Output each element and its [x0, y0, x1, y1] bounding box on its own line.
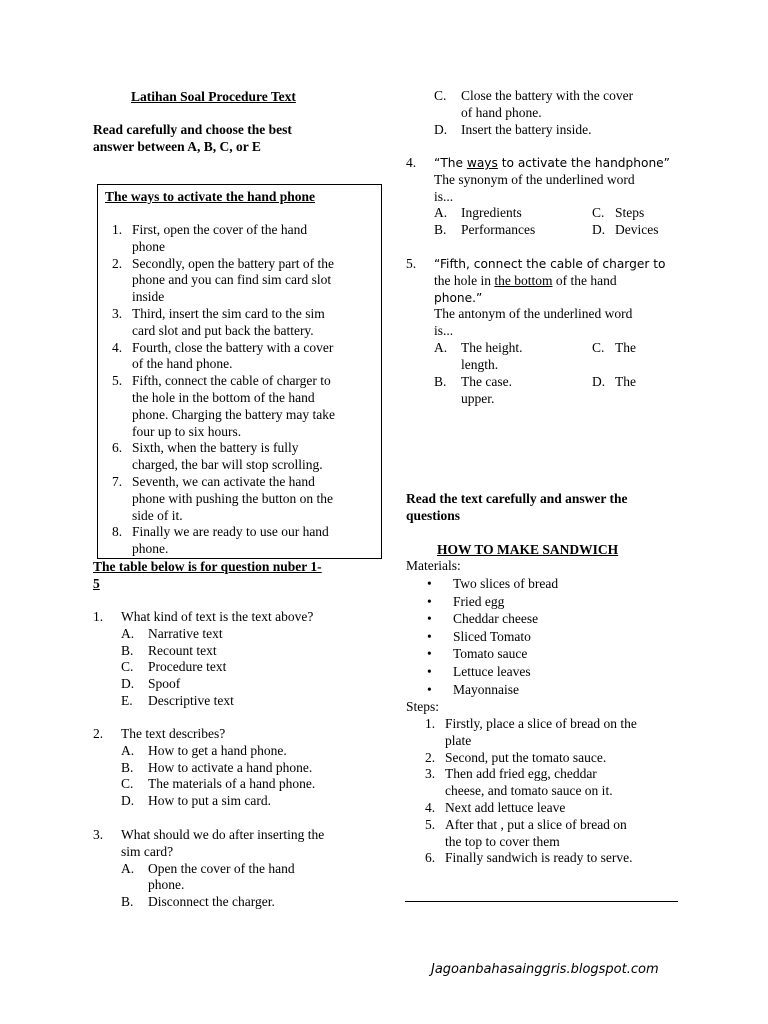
question-1-options	[93, 626, 393, 710]
question-option: C. The materials of a hand phone.	[121, 776, 316, 792]
table-note: The table below is for question nuber 1- 5	[93, 559, 322, 591]
reading-step: 6. Sixth, when the battery is fully charged, the bar will stop scrolling.	[112, 440, 323, 473]
sandwich-step: 4. Next add lettuce leave	[425, 799, 566, 815]
bullet-icon: •	[427, 611, 432, 627]
material-item: • Sliced Tomato	[427, 628, 531, 644]
sandwich-step: 3. Then add fried egg, cheddar cheese, and tomato sauce on it.	[425, 766, 613, 799]
question-option: C. Procedure text	[121, 659, 227, 675]
reading-step: 5. Fifth, connect the cable of charger to the hole in the bottom of the hand phone. Charging the battery may take four up to six hours.	[112, 373, 335, 439]
material-item: • Lettuce leaves	[427, 663, 531, 679]
question-option: B. How to activate a hand phone.	[121, 759, 313, 775]
question-option: A. Narrative text	[121, 625, 223, 641]
reading-step: 7. Seventh, we can activate the hand phone with pushing the button on the side of it.	[112, 473, 333, 523]
materials-list	[407, 576, 687, 699]
question-option: A. How to get a hand phone.	[121, 742, 287, 758]
question-3: 3. What should we do after inserting the sim card? A. Open the cover of the hand phone. B. Disconnect the charger.	[93, 827, 393, 911]
reading-step: 2. Secondly, open the battery part of the phone and you can find sim card slot inside	[112, 255, 334, 305]
material-item: • Cheddar cheese	[427, 611, 539, 627]
question-3-option-b: B. Disconnect the charger.	[121, 894, 275, 910]
bullet-icon: •	[427, 593, 432, 609]
reading-text-steps	[112, 222, 377, 558]
sandwich-steps	[425, 716, 695, 867]
question-2: 2. The text describes? A. How to get a hand phone. B. How to activate a hand phone. C. The materials of a hand phone. D. How to put a sim card.	[93, 726, 393, 810]
question-1: 1. What kind of text is the text above? A. Narrative text B. Recount text C. Procedure text D. Spoof E. Descriptive text	[93, 609, 393, 710]
reading-step: 8. Finally we are ready to use our hand phone.	[112, 524, 329, 557]
material-item: • Tomato sauce	[427, 646, 528, 662]
page-title: Latihan Soal Procedure Text	[131, 89, 296, 104]
sandwich-step: 5. After that , put a slice of bread on the top to cover them	[425, 816, 627, 849]
material-item: • Mayonnaise	[427, 681, 519, 697]
question-3-option-a: A. Open the cover of the hand phone.	[121, 860, 295, 893]
reading-text-title: The ways to activate the hand phone	[105, 189, 316, 204]
bullet-icon: •	[427, 628, 432, 644]
footer-url: Jagoanbahasainggris.blogspot.com	[431, 962, 659, 977]
question-option: E. Descriptive text	[121, 692, 234, 708]
material-item: • Fried egg	[427, 593, 505, 609]
sandwich-step: 1. Firstly, place a slice of bread on the plate	[425, 716, 637, 748]
bullet-icon: •	[427, 576, 432, 591]
question-3-option-d: D. Insert the battery inside.	[434, 121, 592, 137]
reading-step: 3. Third, insert the sim card to the sim card slot and put back the battery.	[112, 305, 325, 338]
question-5: 5. “Fifth, connect the cable of charger to the hole in the bottom of the hand phone.” The antonym of the underlined word is... A. The height. length. C. The B. The case. upper. D. The	[406, 256, 666, 406]
question-option: B. Recount text	[121, 642, 217, 658]
steps-label: Steps:	[406, 699, 440, 714]
question-option: D. Spoof	[121, 676, 181, 692]
instructions: Read carefully and choose the best answer between A, B, C, or E	[93, 122, 292, 154]
bullet-icon: •	[427, 663, 432, 679]
question-4: 4. “The ways to activate the handphone” The synonym of the underlined word is... A. Ingredients C. Steps B. Performances D. Devices	[406, 155, 670, 238]
question-3-continued	[434, 88, 734, 138]
materials-label: Materials:	[406, 558, 461, 573]
reading-step: 4. Fourth, close the battery with a cover of the hand phone.	[112, 339, 334, 372]
question-3-option-c: C. Close the battery with the cover of hand phone.	[434, 88, 634, 120]
sandwich-step: 2. Second, put the tomato sauce.	[425, 749, 607, 765]
underlined-phrase: the bottom	[494, 272, 553, 288]
bullet-icon: •	[427, 681, 432, 697]
question-2-options	[93, 743, 393, 810]
sandwich-instructions: Read the text carefully and answer the questions	[406, 491, 628, 523]
underlined-word: ways	[466, 156, 498, 170]
reading-step: 1. First, open the cover of the hand phone	[112, 222, 308, 254]
divider-line	[405, 901, 678, 902]
bullet-icon: •	[427, 646, 432, 662]
sandwich-step: 6. Finally sandwich is ready to serve.	[425, 850, 633, 866]
material-item: • Two slices of bread	[427, 576, 559, 591]
question-option: D. How to put a sim card.	[121, 793, 271, 809]
sandwich-title: HOW TO MAKE SANDWICH	[437, 542, 619, 557]
